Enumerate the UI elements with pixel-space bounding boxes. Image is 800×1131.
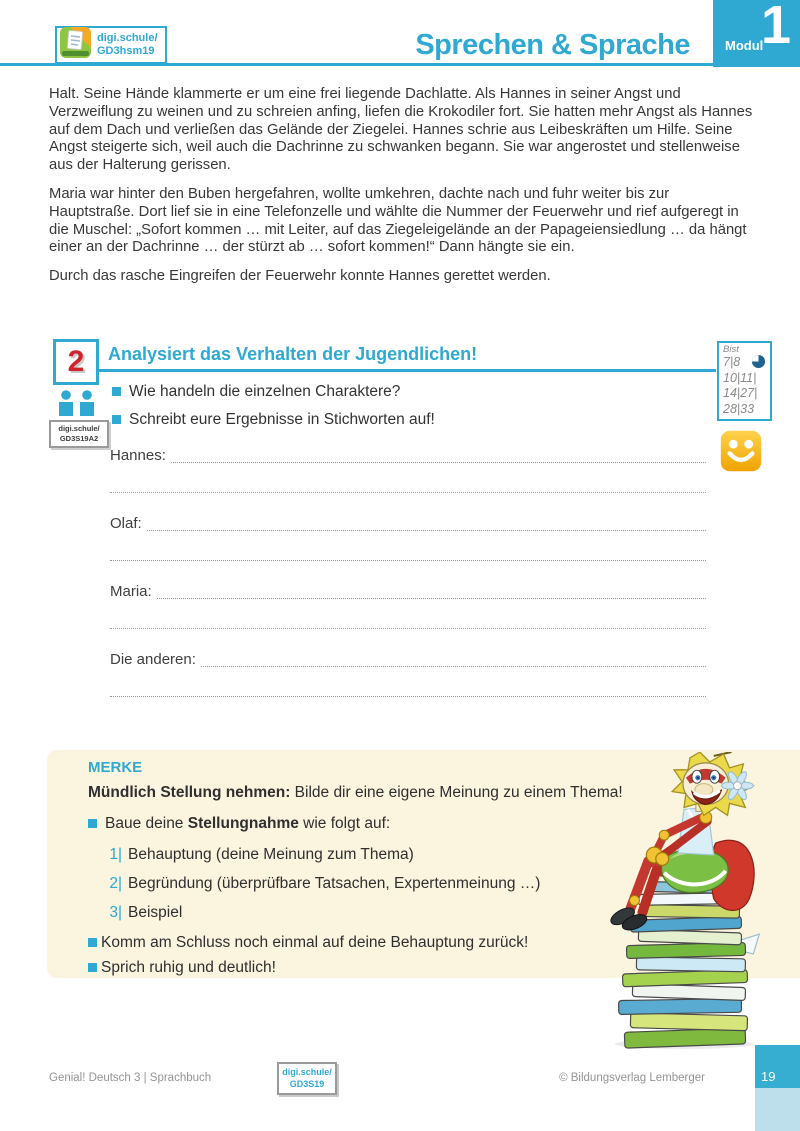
character-illustration — [604, 752, 764, 1054]
bullet-square-icon — [88, 938, 97, 947]
persons-icon — [56, 390, 100, 421]
field-label: Maria: — [110, 583, 152, 600]
smiley-icon — [720, 430, 762, 477]
page-reference-line: 10|11| — [723, 370, 757, 385]
bullet-square-icon — [112, 415, 121, 424]
exercise-bullet — [112, 382, 672, 401]
modul-tab — [713, 0, 800, 67]
merke-structure-bullet — [88, 814, 628, 834]
structure-bold: Stellungnahme — [187, 815, 299, 832]
digi-schule-app-icon — [60, 27, 91, 63]
pie-chart-icon — [751, 354, 766, 374]
structure-post: wie folgt auf: — [298, 815, 391, 832]
merke-heading: MERKE — [88, 759, 143, 776]
exercise-number-box — [53, 339, 99, 385]
structure-pre: Baue deine — [105, 815, 188, 832]
write-on-line — [110, 628, 706, 629]
exercise-title: Analysiert das Verhalten der Jugendlichen! — [108, 344, 478, 364]
modul-label: Modul — [725, 38, 764, 53]
exercise-bullet — [112, 410, 672, 429]
bullet-square-icon — [88, 963, 97, 972]
merke-bullet-text: Komm am Schluss noch einmal auf deine Behauptung zurück! — [101, 934, 529, 951]
page-reference-line: 14|27| — [723, 386, 758, 401]
bullet-square-icon — [112, 387, 121, 396]
field-label: Olaf: — [110, 515, 142, 532]
modul-number: 1 — [760, 0, 791, 55]
page-reference-box — [717, 341, 772, 421]
qr-badge-line2: GD3hsm19 — [97, 45, 155, 57]
bullet-square-icon — [88, 819, 97, 828]
answer-fields — [110, 446, 706, 718]
exercise-badge-line1: digi.schule/ — [58, 424, 100, 433]
exercise-rule — [99, 369, 716, 372]
page-title: Sprechen & Sprache — [415, 29, 690, 61]
step-number: 1| — [109, 846, 122, 863]
step-number: 3| — [109, 904, 122, 921]
copyright: © Bildungsverlag Lemberger — [559, 1072, 705, 1084]
write-on-line — [110, 696, 706, 697]
qr-badge-line1: digi.schule/ — [97, 31, 158, 44]
merke-bullet-text: Sprich ruhig und deutlich! — [101, 959, 276, 976]
page-reference-line: 7|8 — [723, 355, 741, 369]
write-on-line — [157, 598, 706, 599]
page-tab-decoration — [755, 1088, 800, 1131]
write-on-line — [171, 462, 706, 463]
story-paragraph: Maria war hinter den Buben hergefahren, wollte umkehren, dachte nach und fuhr weiter bis zur Hauptstraße. Dort lief sie in eine Telefonzelle und wählte die Nummer der Feuerwehr und rief aufgeregt in die Muschel: „Sofort kommen … mit Leiter, auf das Ziegeleigelände an der Papageiensiedlung … da hängt einer an der Dachrinne … der stürzt ab … sofort kommen!“ Dann hängte sie ein. — [49, 185, 747, 256]
exercise-badge-line2: GD3S19A2 — [59, 433, 99, 443]
merke-structure-text — [105, 814, 390, 834]
page-reference-line: 28|33 — [723, 401, 755, 416]
exercise-bullet-text: Wie handeln die einzelnen Charaktere? — [129, 383, 401, 400]
exercise-digi-link-badge[interactable] — [49, 420, 109, 448]
answer-field-olaf — [110, 514, 706, 582]
write-on-line — [201, 666, 706, 667]
write-on-line — [110, 492, 706, 493]
field-label: Hannes: — [110, 447, 166, 464]
page-number: 19 — [761, 1069, 776, 1084]
footer-digi-link-badge[interactable] — [277, 1062, 337, 1095]
merke-intro-bold: Mündlich Stellung nehmen: — [88, 784, 291, 801]
story-paragraph: Durch das rasche Eingreifen der Feuerwehr konnte Hannes gerettet werden. — [49, 268, 551, 285]
step-text: Behauptung (deine Meinung zum Thema) — [128, 846, 414, 863]
story-paragraph: Halt. Seine Hände klammerte er um eine frei liegende Dachlatte. Als Hannes in seiner Angst und Verzweiflung zu weinen und zu schreien anfing, liefen die Krokodiler fort. Sie hatten mehr Angst als Hannes auf dem Dach und verließen das Gelände der Ziegelei. Hannes schrie aus Leibeskräften um Hilfe. Seine Angst steigerte sich, weil auch die Dachrinne zu schwanken begann. Sie war angerostet und stellenweise aus der Halterung gerissen. — [49, 86, 753, 174]
footer-badge-line1: digi.schule/ — [282, 1067, 332, 1077]
merke-bullet — [88, 933, 628, 953]
step-text: Begründung (überprüfbare Tatsachen, Expertenmeinung …) — [128, 875, 541, 892]
step-number: 2| — [109, 875, 122, 892]
field-label: Die anderen: — [110, 651, 196, 668]
book-title: Genial! Deutsch 3 | Sprachbuch — [49, 1072, 212, 1084]
merke-bullet — [88, 958, 628, 978]
write-on-line — [110, 560, 706, 561]
answer-field-die-anderen — [110, 650, 706, 718]
answer-field-hannes — [110, 446, 706, 514]
exercise-bullet-list — [112, 382, 672, 438]
page-reference-label: Bist — [723, 344, 739, 355]
exercise-number: 2 — [67, 345, 85, 378]
answer-field-maria — [110, 582, 706, 650]
write-on-line — [147, 530, 706, 531]
exercise-bullet-text: Schreibt eure Ergebnisse in Stichworten auf! — [129, 411, 435, 428]
merke-intro-rest: Bilde dir eine eigene Meinung zu einem Thema! — [290, 784, 623, 801]
digi-schule-link-badge[interactable] — [55, 26, 167, 64]
footer-badge-line2: GD3S19 — [289, 1078, 325, 1089]
story-text — [49, 86, 757, 297]
step-text: Beispiel — [128, 904, 183, 921]
